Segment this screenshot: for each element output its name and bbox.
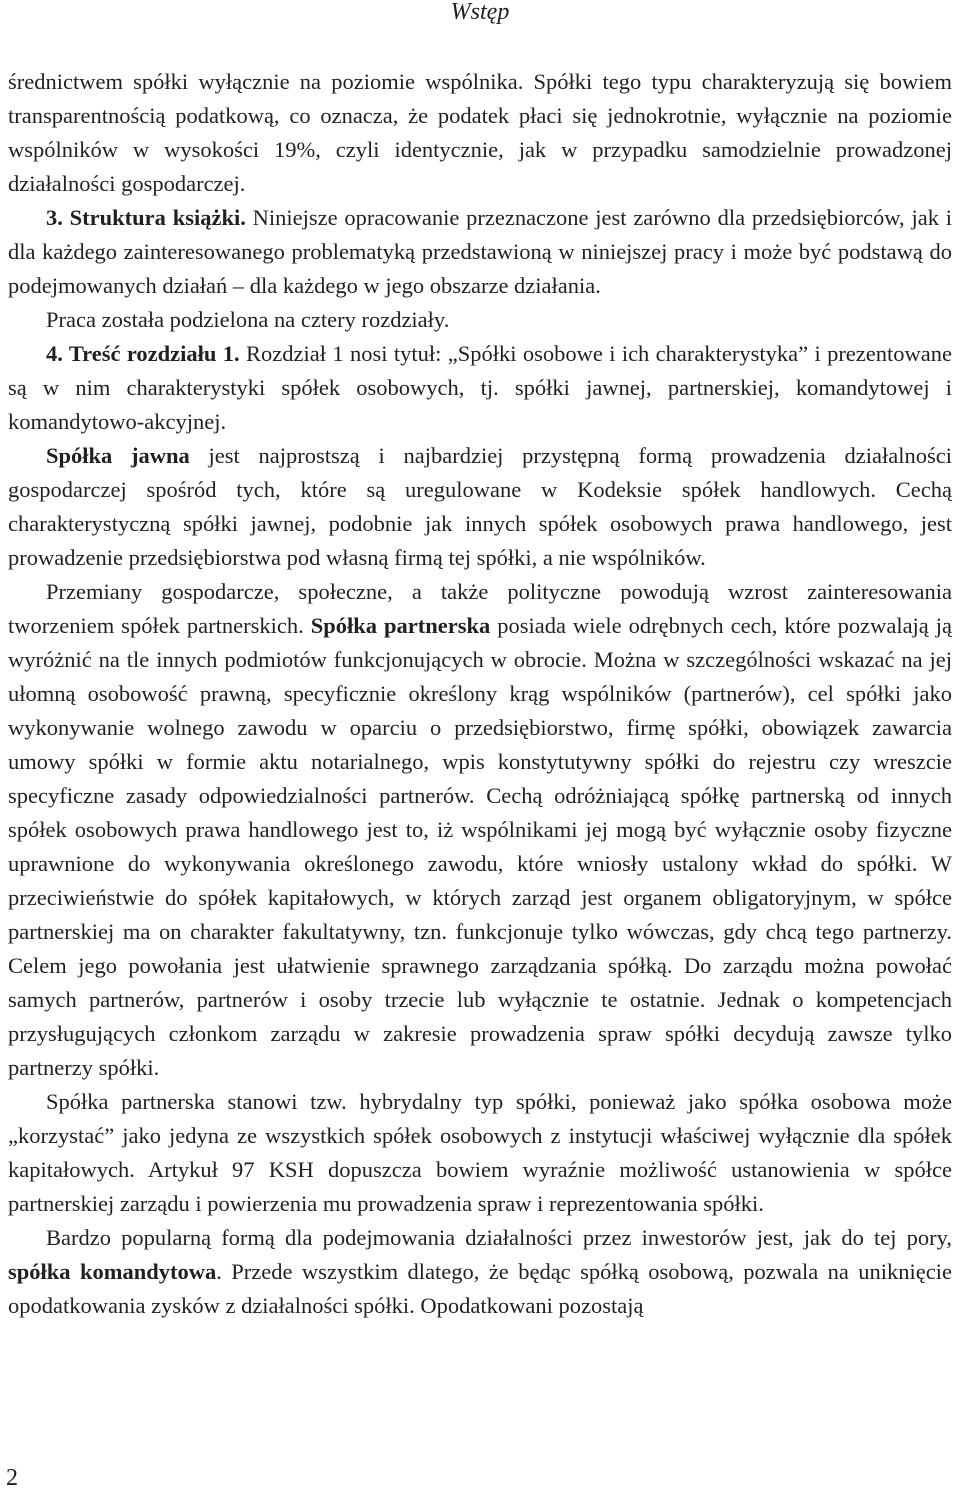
section-heading-4: 4. Treść rozdziału 1. (46, 341, 240, 366)
paragraph-7: Spółka partnerska stanowi tzw. hybrydalny typ spółki, ponieważ jako spółka osobowa może „korzystać” jako jedyna ze wszystkich spółek osobowych z instytucji właściwej wyłącznie dla spółek kapitałowych. Artykuł 97 KSH dopuszcza bowiem wyraźnie możliwość ustanowienia w spółce partnerskiej zarządu i powierzenia mu prowadzenia spraw i reprezentowania spółki. (8, 1089, 952, 1216)
term-spolka-jawna: Spółka jawna (46, 443, 190, 468)
paragraph-6 (8, 575, 952, 1085)
paragraph-8-text-a: Bardzo popularną formą dla podejmowania działalności przez inwestorów jest, jak do tej pory, (46, 1225, 952, 1250)
paragraph-3: Praca została podzielona na cztery rozdziały. (46, 307, 450, 332)
term-spolka-komandytowa: spółka komandytowa (8, 1259, 217, 1284)
paragraph-1: średnictwem spółki wyłącznie na poziomie wspólnika. Spółki tego typu charakteryzują się bowiem transparentnością podatkową, co oznacza, że podatek płaci się jednokrotnie, wyłącznie na poziomie wspólników w wysokości 19%, czyli identycznie, jak w przypadku samodzielnie prowadzonej działalności gospodarczej. (8, 69, 952, 196)
page-number: 2 (6, 1465, 18, 1491)
paragraph-2-text: Niniejsze opracowanie przeznaczone jest zarówno dla przedsiębiorców, jak i dla każdego zainteresowanego problematyką przedstawioną w niniejszej pracy i może być podstawą do podejmowanych działań – dla każdego w jego obszarze działania. (8, 205, 952, 298)
paragraph-8 (8, 1221, 952, 1323)
page-body (8, 65, 952, 1323)
paragraph-6-text-b: posiada wiele odrębnych cech, które pozwalają ją wyróżnić na tle innych podmiotów funkcjonujących w obrocie. Można w szczególności wskazać na jej ułomną osobowość prawną, specyficznie określony krąg wspólników (partnerów), cel spółki jako wykonywanie wolnego zawodu w oparciu o przedsiębiorstwo, firmę spółki, obowiązek zawarcia umowy spółki w formie aktu notarialnego, wpis konstytutywny spółki do rejestru czy wreszcie specyficzne zasady odpowiedzialności partnerów. Cechą odróżniającą spółkę partnerską od innych spółek osobowych prawa handlowego jest to, iż wspólnikami jej mogą być wyłącznie osoby fizyczne uprawnione do wykonywania określonego zawodu, które wniosły ustalony wkład do spółki. W przeciwieństwie do spółek kapitałowych, w których zarząd jest organem obligatoryjnym, w spółce partnerskiej ma on charakter fakultatywny, tzn. funkcjonuje tylko wówczas, gdy chcą tego partnerzy. Celem jego powołania jest ułatwienie sprawnego zarządzania spółką. Do zarządu można powołać samych partnerów, partnerów i osoby trzecie lub wyłącznie te ostatnie. Jednak o kompetencjach przysługujących członkom zarządu w zakresie prowadzenia spraw spółki decydują zawsze tylko partnerzy spółki. (8, 613, 953, 1080)
running-header: Wstęp (450, 0, 510, 25)
paragraph-2 (8, 201, 952, 303)
paragraph-8-text-b: . Przede wszystkim dlatego, że będąc spółką osobową, pozwala na uniknięcie opodatkowania zysków z działalności spółki. Opodatkowani pozostają (8, 1259, 952, 1318)
section-heading-3: 3. Struktura książki. (46, 205, 246, 230)
paragraph-6-text-a: Przemiany gospodarcze, społeczne, a także polityczne powodują wzrost zainteresowania tworzeniem spółek partnerskich. (8, 579, 952, 638)
term-spolka-partnerska: Spółka partnerska (310, 613, 491, 638)
paragraph-5-text: jest najprostszą i najbardziej przystępną formą prowadzenia działalności gospodarczej spośród tych, które są uregulowane w Kodeksie spółek handlowych. Cechą charakterystyczną spółki jawnej, podobnie jak innych spółek osobowych prawa handlowego, jest prowadzenie przedsiębiorstwa pod własną firmą tej spółki, a nie wspólników. (8, 443, 952, 570)
paragraph-4 (8, 337, 952, 439)
paragraph-5 (8, 439, 952, 575)
paragraph-4-text: Rozdział 1 nosi tytuł: „Spółki osobowe i ich charakterystyka” i prezentowane są w nim charakterystyki spółek osobowych, tj. spółki jawnej, partnerskiej, komandytowej i komandytowo-akcyjnej. (8, 341, 952, 434)
